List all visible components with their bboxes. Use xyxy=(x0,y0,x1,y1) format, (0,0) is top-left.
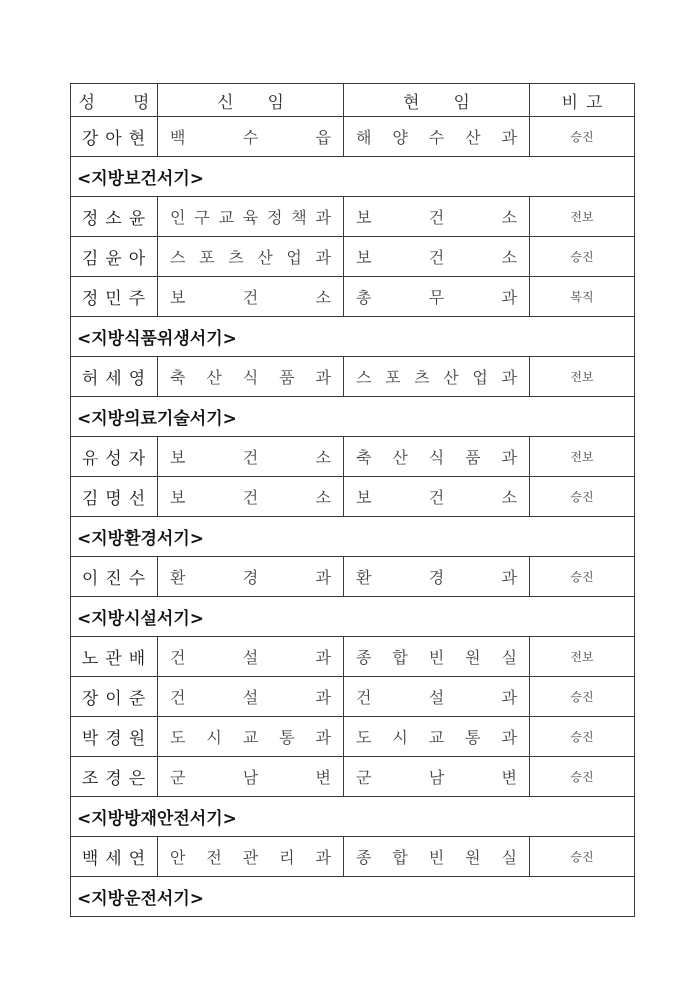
table-row xyxy=(71,197,635,237)
employee-name xyxy=(71,117,158,157)
table-row xyxy=(71,237,635,277)
section-header-row xyxy=(71,597,635,637)
note-status: 승진 xyxy=(530,757,635,797)
employee-name-text xyxy=(71,844,157,869)
char: 시 xyxy=(206,728,222,747)
char: 통 xyxy=(279,728,295,747)
employee-name-text xyxy=(71,444,157,469)
char: 합 xyxy=(392,848,408,867)
department-text xyxy=(158,205,343,228)
char: 설 xyxy=(428,688,445,707)
char: 은 xyxy=(128,769,147,789)
header-name-char: 명 xyxy=(133,92,150,113)
section-header-row xyxy=(71,517,635,557)
header-name xyxy=(71,84,158,117)
current-post-department xyxy=(344,117,530,157)
char: 변 xyxy=(315,768,331,787)
current-post-department xyxy=(344,477,530,517)
char: 업 xyxy=(472,368,488,387)
char: 설 xyxy=(242,688,259,707)
table-body xyxy=(71,117,635,917)
header-new-post-char: 임 xyxy=(267,92,284,113)
char: 빈 xyxy=(428,648,445,667)
section-header-row xyxy=(71,397,635,437)
note-status: 승진 xyxy=(530,717,635,757)
department-text xyxy=(344,725,529,748)
note-status: 승진 xyxy=(530,117,635,157)
table-row xyxy=(71,837,635,877)
employee-name-text xyxy=(71,484,157,509)
department-text xyxy=(344,125,529,148)
char: 과 xyxy=(501,688,517,707)
char: 소 xyxy=(501,208,517,227)
char: 산 xyxy=(392,448,408,467)
char: 과 xyxy=(315,728,331,747)
char: 과 xyxy=(315,248,331,267)
char: 산 xyxy=(443,368,459,387)
char: 정 xyxy=(81,289,100,309)
char: 책 xyxy=(291,208,307,227)
char: 건 xyxy=(428,208,445,227)
new-post-department xyxy=(158,357,344,397)
char: 축 xyxy=(170,368,186,387)
char: 원 xyxy=(128,729,147,749)
department-text xyxy=(344,245,529,268)
char: 스 xyxy=(170,248,186,267)
char: 변 xyxy=(501,768,517,787)
department-text xyxy=(158,125,343,148)
char: 츠 xyxy=(414,368,430,387)
char: 보 xyxy=(356,488,372,507)
char: 과 xyxy=(315,568,331,587)
employee-name xyxy=(71,837,158,877)
new-post-department xyxy=(158,237,344,277)
char: 리 xyxy=(279,848,295,867)
char: 세 xyxy=(105,849,123,869)
current-post-department xyxy=(344,557,530,597)
char: 종 xyxy=(356,648,372,667)
new-post-department xyxy=(158,557,344,597)
char: 포 xyxy=(199,248,215,267)
char: 과 xyxy=(501,568,517,587)
new-post-department xyxy=(158,677,344,717)
char: 건 xyxy=(242,448,259,467)
note-status: 전보 xyxy=(530,637,635,677)
employee-name xyxy=(71,277,158,317)
char: 과 xyxy=(501,128,517,147)
char: 원 xyxy=(465,848,481,867)
char: 김 xyxy=(81,249,100,269)
header-note-char: 고 xyxy=(586,92,603,113)
char: 준 xyxy=(128,689,147,709)
table-row xyxy=(71,757,635,797)
char: 전 xyxy=(206,848,222,867)
char: 교 xyxy=(218,208,234,227)
char: 경 xyxy=(105,769,123,789)
section-title: <지방운전서기> xyxy=(71,877,635,917)
char: 품 xyxy=(279,368,295,387)
char: 소 xyxy=(315,488,331,507)
char: 빈 xyxy=(428,848,445,867)
new-post-department xyxy=(158,717,344,757)
current-post-department xyxy=(344,757,530,797)
note-status: 전보 xyxy=(530,357,635,397)
employee-name-text xyxy=(71,764,157,789)
header-new-post xyxy=(158,84,344,117)
char: 보 xyxy=(356,208,372,227)
char: 건 xyxy=(356,688,372,707)
char: 해 xyxy=(356,128,372,147)
department-text xyxy=(158,285,343,308)
section-title: <지방식품위생서기> xyxy=(71,317,635,357)
employee-name xyxy=(71,677,158,717)
char: 산 xyxy=(465,128,481,147)
department-text xyxy=(344,485,529,508)
department-text xyxy=(344,765,529,788)
char: 건 xyxy=(428,488,445,507)
table-row xyxy=(71,717,635,757)
employee-name-text xyxy=(71,124,157,149)
personnel-document xyxy=(70,83,634,917)
department-text xyxy=(344,445,529,468)
department-text xyxy=(158,445,343,468)
note-status: 승진 xyxy=(530,237,635,277)
char: 무 xyxy=(428,288,445,307)
char: 실 xyxy=(501,648,517,667)
char: 남 xyxy=(242,768,259,787)
department-text xyxy=(344,365,529,388)
note-status: 복직 xyxy=(530,277,635,317)
department-text xyxy=(344,205,529,228)
employee-name-text xyxy=(71,564,157,589)
table-row xyxy=(71,277,635,317)
char: 환 xyxy=(356,568,372,587)
char: 연 xyxy=(128,849,147,869)
employee-name-text xyxy=(71,644,157,669)
note-status: 전보 xyxy=(530,437,635,477)
note-status: 승진 xyxy=(530,477,635,517)
employee-name xyxy=(71,637,158,677)
char: 박 xyxy=(81,729,100,749)
section-header-row xyxy=(71,877,635,917)
char: 교 xyxy=(428,728,445,747)
char: 실 xyxy=(501,848,517,867)
header-current-post-char: 임 xyxy=(453,92,470,113)
new-post-department xyxy=(158,637,344,677)
char: 소 xyxy=(501,488,517,507)
section-header-row xyxy=(71,157,635,197)
char: 남 xyxy=(428,768,445,787)
section-title: <지방방재안전서기> xyxy=(71,797,635,837)
employee-name xyxy=(71,557,158,597)
header-note-char: 비 xyxy=(561,92,578,113)
table-row xyxy=(71,117,635,157)
char: 관 xyxy=(242,848,259,867)
char: 인 xyxy=(170,208,186,227)
new-post-department xyxy=(158,197,344,237)
employee-name-text xyxy=(71,284,157,309)
char: 윤 xyxy=(128,209,147,229)
char: 아 xyxy=(105,129,123,149)
char: 소 xyxy=(501,248,517,267)
employee-name xyxy=(71,237,158,277)
employee-name-text xyxy=(71,684,157,709)
char: 도 xyxy=(356,728,372,747)
char: 배 xyxy=(128,649,147,669)
char: 백 xyxy=(170,128,186,147)
char: 과 xyxy=(501,448,517,467)
current-post-department xyxy=(344,357,530,397)
department-text xyxy=(344,565,529,588)
char: 과 xyxy=(501,728,517,747)
char: 군 xyxy=(356,768,372,787)
char: 식 xyxy=(242,368,259,387)
char: 백 xyxy=(81,849,100,869)
current-post-department xyxy=(344,677,530,717)
section-header-row xyxy=(71,317,635,357)
char: 육 xyxy=(242,208,259,227)
char: 명 xyxy=(105,489,123,509)
note-status: 승진 xyxy=(530,837,635,877)
table-row xyxy=(71,437,635,477)
char: 보 xyxy=(170,288,186,307)
char: 보 xyxy=(170,448,186,467)
char: 현 xyxy=(128,129,147,149)
char: 과 xyxy=(315,368,331,387)
new-post-department xyxy=(158,117,344,157)
table-row xyxy=(71,357,635,397)
char: 과 xyxy=(501,368,517,387)
employee-name-text xyxy=(71,724,157,749)
char: 통 xyxy=(465,728,481,747)
department-text xyxy=(158,685,343,708)
char: 교 xyxy=(242,728,259,747)
char: 진 xyxy=(105,569,123,589)
char: 양 xyxy=(392,128,408,147)
char: 노 xyxy=(81,649,100,669)
char: 민 xyxy=(105,289,123,309)
char: 총 xyxy=(356,288,372,307)
char: 스 xyxy=(356,368,372,387)
table-row xyxy=(71,677,635,717)
header-current-post-char: 현 xyxy=(403,92,420,113)
char: 성 xyxy=(105,449,123,469)
new-post-department xyxy=(158,477,344,517)
char: 관 xyxy=(105,649,123,669)
char: 보 xyxy=(170,488,186,507)
char: 포 xyxy=(385,368,401,387)
current-post-department xyxy=(344,837,530,877)
char: 환 xyxy=(170,568,186,587)
department-text xyxy=(344,285,529,308)
char: 건 xyxy=(242,488,259,507)
char: 식 xyxy=(428,448,445,467)
char: 주 xyxy=(128,289,147,309)
char: 건 xyxy=(242,288,259,307)
employee-name xyxy=(71,757,158,797)
department-text xyxy=(158,365,343,388)
char: 자 xyxy=(128,449,147,469)
personnel-table xyxy=(70,83,635,917)
char: 정 xyxy=(81,209,100,229)
note-status: 전보 xyxy=(530,197,635,237)
header-row xyxy=(71,84,635,117)
char: 김 xyxy=(81,489,100,509)
char: 소 xyxy=(315,288,331,307)
employee-name xyxy=(71,477,158,517)
char: 윤 xyxy=(105,249,123,269)
new-post-department xyxy=(158,437,344,477)
char: 수 xyxy=(128,569,147,589)
char: 종 xyxy=(356,848,372,867)
section-title: <지방환경서기> xyxy=(71,517,635,557)
char: 과 xyxy=(315,208,331,227)
department-text xyxy=(158,645,343,668)
char: 정 xyxy=(267,208,283,227)
current-post-department xyxy=(344,197,530,237)
current-post-department xyxy=(344,237,530,277)
char: 장 xyxy=(81,689,100,709)
department-text xyxy=(158,725,343,748)
char: 츠 xyxy=(228,248,244,267)
note-status: 승진 xyxy=(530,557,635,597)
char: 영 xyxy=(128,369,147,389)
char: 조 xyxy=(81,769,100,789)
char: 산 xyxy=(206,368,222,387)
char: 이 xyxy=(105,689,123,709)
employee-name xyxy=(71,717,158,757)
note-status: 승진 xyxy=(530,677,635,717)
char: 경 xyxy=(105,729,123,749)
char: 시 xyxy=(392,728,408,747)
char: 유 xyxy=(81,449,100,469)
char: 보 xyxy=(356,248,372,267)
char: 소 xyxy=(315,448,331,467)
char: 수 xyxy=(242,128,259,147)
employee-name-text xyxy=(71,364,157,389)
new-post-department xyxy=(158,757,344,797)
char: 선 xyxy=(128,489,147,509)
char: 건 xyxy=(428,248,445,267)
char: 경 xyxy=(428,568,445,587)
section-header-row xyxy=(71,797,635,837)
department-text xyxy=(158,845,343,868)
char: 과 xyxy=(315,688,331,707)
table-row xyxy=(71,557,635,597)
employee-name-text xyxy=(71,204,157,229)
new-post-department xyxy=(158,837,344,877)
char: 설 xyxy=(242,648,259,667)
char: 군 xyxy=(170,768,186,787)
section-title: <지방시설서기> xyxy=(71,597,635,637)
char: 이 xyxy=(81,569,100,589)
char: 아 xyxy=(128,249,147,269)
char: 도 xyxy=(170,728,186,747)
char: 강 xyxy=(81,129,100,149)
char: 과 xyxy=(315,848,331,867)
department-text xyxy=(158,485,343,508)
department-text xyxy=(158,245,343,268)
new-post-department xyxy=(158,277,344,317)
department-text xyxy=(344,645,529,668)
char: 소 xyxy=(105,209,123,229)
current-post-department xyxy=(344,637,530,677)
char: 건 xyxy=(170,648,186,667)
char: 과 xyxy=(501,288,517,307)
char: 산 xyxy=(257,248,273,267)
table-row xyxy=(71,637,635,677)
employee-name xyxy=(71,197,158,237)
char: 업 xyxy=(286,248,302,267)
section-title: <지방보건서기> xyxy=(71,157,635,197)
char: 과 xyxy=(315,648,331,667)
department-text xyxy=(344,685,529,708)
employee-name xyxy=(71,437,158,477)
char: 허 xyxy=(81,369,100,389)
char: 품 xyxy=(465,448,481,467)
char: 경 xyxy=(242,568,259,587)
char: 건 xyxy=(170,688,186,707)
employee-name-text xyxy=(71,244,157,269)
department-text xyxy=(158,565,343,588)
header-name-char: 성 xyxy=(78,92,95,113)
char: 축 xyxy=(356,448,372,467)
employee-name xyxy=(71,357,158,397)
header-new-post-char: 신 xyxy=(217,92,234,113)
current-post-department xyxy=(344,437,530,477)
current-post-department xyxy=(344,717,530,757)
char: 세 xyxy=(105,369,123,389)
char: 구 xyxy=(194,208,210,227)
char: 읍 xyxy=(315,128,331,147)
header-note xyxy=(530,84,635,117)
char: 합 xyxy=(392,648,408,667)
section-title: <지방의료기술서기> xyxy=(71,397,635,437)
char: 안 xyxy=(170,848,186,867)
char: 수 xyxy=(428,128,445,147)
header-current-post xyxy=(344,84,530,117)
department-text xyxy=(344,845,529,868)
char: 원 xyxy=(465,648,481,667)
table-row xyxy=(71,477,635,517)
current-post-department xyxy=(344,277,530,317)
department-text xyxy=(158,765,343,788)
